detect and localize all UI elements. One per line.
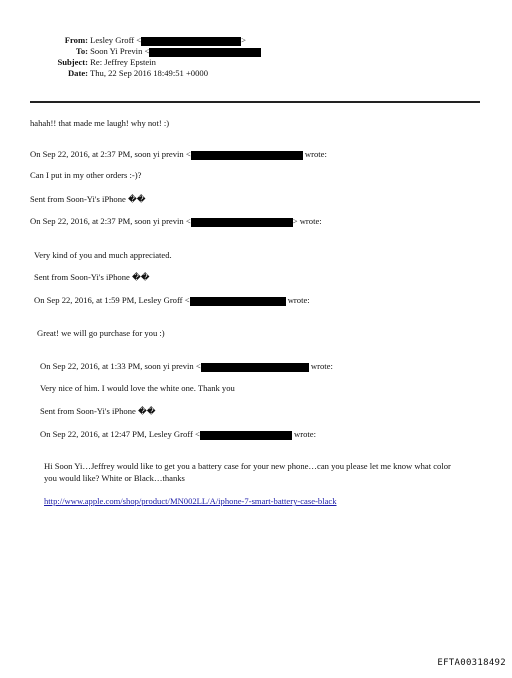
quote3-intro: On Sep 22, 2016, at 1:59 PM, Lesley Groff < bbox=[34, 295, 190, 305]
from-label: From: bbox=[64, 35, 88, 45]
quote5-intro: On Sep 22, 2016, at 12:47 PM, Lesley Groff < bbox=[40, 429, 200, 439]
from-value: Lesley Groff < bbox=[90, 35, 142, 45]
quote4-text: Very nice of him. I would love the white one. Thank you bbox=[40, 383, 235, 393]
to-label: To: bbox=[75, 46, 88, 56]
quote2-signature: Sent from Soon-Yi's iPhone �� bbox=[34, 272, 150, 282]
redaction-box bbox=[191, 151, 303, 160]
header-divider bbox=[30, 101, 480, 103]
subject-value: Re: Jeffrey Epstein bbox=[90, 57, 156, 67]
redaction-box bbox=[191, 218, 293, 227]
quote2-header bbox=[30, 216, 322, 227]
quote5-header bbox=[40, 429, 316, 440]
quote4-intro: On Sep 22, 2016, at 1:33 PM, soon yi previn < bbox=[40, 361, 201, 371]
quote1-text: Can I put in my other orders :-)? bbox=[30, 170, 142, 180]
quote1-signature: Sent from Soon-Yi's iPhone �� bbox=[30, 194, 146, 204]
quote1-intro: On Sep 22, 2016, at 2:37 PM, soon yi previn < bbox=[30, 149, 191, 159]
quote2-intro: On Sep 22, 2016, at 2:37 PM, soon yi previn < bbox=[30, 216, 191, 226]
subject-label: Subject: bbox=[57, 57, 88, 67]
quote2-wrote: > wrote: bbox=[292, 216, 322, 226]
quote5-link-row bbox=[44, 496, 337, 506]
reply-text: hahah!! that made me laugh! why not! :) bbox=[30, 118, 170, 128]
from-close-bracket: > bbox=[241, 35, 246, 45]
redaction-box bbox=[201, 363, 309, 372]
quote1-header bbox=[30, 149, 327, 160]
from-row bbox=[30, 35, 246, 46]
date-row bbox=[30, 68, 208, 78]
to-value: Soon Yi Previn < bbox=[90, 46, 150, 56]
quote5-wrote: wrote: bbox=[294, 429, 316, 439]
quote4-header bbox=[40, 361, 333, 372]
quote2-text: Very kind of you and much appreciated. bbox=[34, 250, 172, 260]
to-row bbox=[30, 46, 261, 57]
quote4-wrote: wrote: bbox=[310, 361, 333, 371]
date-value: Thu, 22 Sep 2016 18:49:51 +0000 bbox=[90, 68, 208, 78]
apple-product-link[interactable]: http://www.apple.com/shop/product/MN002LL/A/iphone-7-smart-battery-case-black bbox=[44, 496, 337, 506]
redaction-box bbox=[141, 37, 241, 46]
redaction-box bbox=[190, 297, 286, 306]
redaction-box bbox=[200, 431, 292, 440]
subject-row bbox=[30, 57, 156, 67]
quote4-signature: Sent from Soon-Yi's iPhone �� bbox=[40, 406, 156, 416]
quote5-text: Hi Soon Yi…Jeffrey would like to get you a battery case for your new phone…can you please let me know what color you would like? White or Black…thanks bbox=[44, 461, 451, 483]
quote3-wrote: wrote: bbox=[287, 295, 310, 305]
date-label: Date: bbox=[67, 68, 88, 78]
document-id: EFTA00318492 bbox=[437, 658, 506, 668]
quote3-header bbox=[34, 295, 310, 306]
quote3-text: Great! we will go purchase for you :) bbox=[37, 328, 165, 338]
redaction-box bbox=[149, 48, 261, 57]
quote1-wrote: wrote: bbox=[304, 149, 327, 159]
